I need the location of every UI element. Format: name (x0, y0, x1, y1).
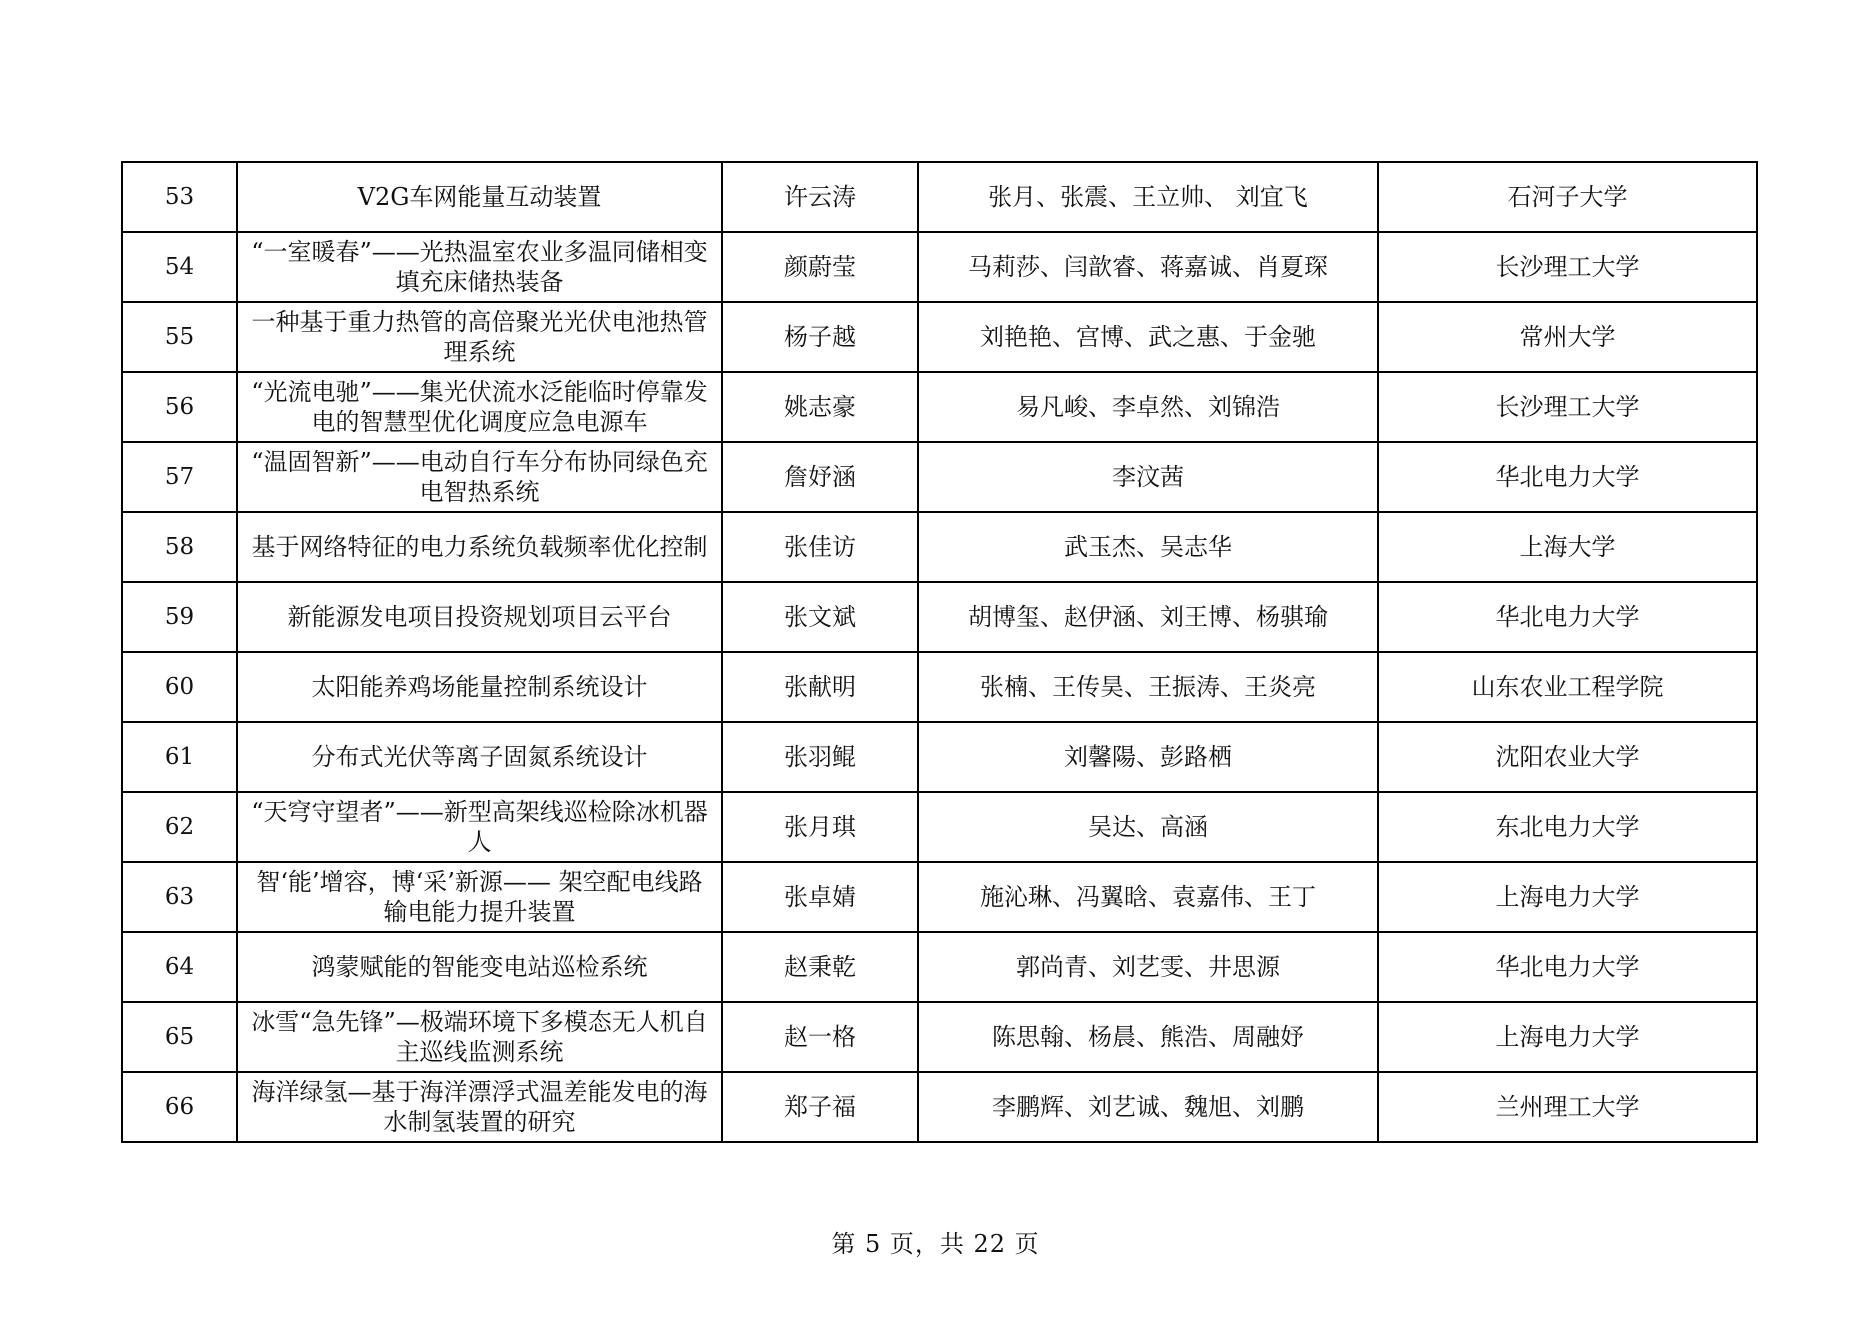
table-row (122, 1002, 1757, 1072)
project-name-cell: 智‘能’增容，博‘采’新源—— 架空配电线路输电能力提升装置 (237, 862, 722, 932)
row-number-cell: 64 (122, 932, 237, 1002)
table-row (122, 792, 1757, 862)
page-footer: 第 5 页，共 22 页 (831, 1230, 1040, 1258)
project-name-cell: V2G车网能量互动装置 (237, 162, 722, 232)
row-number-cell: 61 (122, 722, 237, 792)
school-cell: 上海电力大学 (1378, 862, 1757, 932)
leader-cell: 颜蔚莹 (722, 232, 918, 302)
project-name-cell: “一室暖春”——光热温室农业多温同储相变填充床储热装备 (237, 232, 722, 302)
table-row (122, 862, 1757, 932)
school-cell: 沈阳农业大学 (1378, 722, 1757, 792)
members-cell: 张楠、王传昊、王振涛、王炎亮 (918, 652, 1378, 722)
table-row (122, 1072, 1757, 1142)
table-row (122, 162, 1757, 232)
table-body (122, 162, 1757, 1142)
school-cell: 长沙理工大学 (1378, 372, 1757, 442)
table-row (122, 232, 1757, 302)
row-number-cell: 66 (122, 1072, 237, 1142)
row-number-cell: 57 (122, 442, 237, 512)
school-cell: 上海电力大学 (1378, 1002, 1757, 1072)
table-row (122, 372, 1757, 442)
school-cell: 长沙理工大学 (1378, 232, 1757, 302)
project-name-cell: “光流电驰”——集光伏流水泛能临时停靠发电的智慧型优化调度应急电源车 (237, 372, 722, 442)
project-name-cell: 冰雪“急先锋”—极端环境下多模态无人机自主巡线监测系统 (237, 1002, 722, 1072)
table-row (122, 442, 1757, 512)
members-cell: 李汶茜 (918, 442, 1378, 512)
project-name-cell: “天穹守望者”——新型高架线巡检除冰机器人 (237, 792, 722, 862)
school-cell: 山东农业工程学院 (1378, 652, 1757, 722)
school-cell: 华北电力大学 (1378, 932, 1757, 1002)
school-cell: 华北电力大学 (1378, 582, 1757, 652)
leader-cell: 张文斌 (722, 582, 918, 652)
members-cell: 武玉杰、吴志华 (918, 512, 1378, 582)
project-name-cell: 鸿蒙赋能的智能变电站巡检系统 (237, 932, 722, 1002)
row-number-cell: 60 (122, 652, 237, 722)
leader-cell: 张卓婧 (722, 862, 918, 932)
leader-cell: 许云涛 (722, 162, 918, 232)
leader-cell: 姚志豪 (722, 372, 918, 442)
school-cell: 东北电力大学 (1378, 792, 1757, 862)
award-table (121, 161, 1758, 1143)
row-number-cell: 58 (122, 512, 237, 582)
school-cell: 常州大学 (1378, 302, 1757, 372)
members-cell: 马莉莎、闫歆睿、蒋嘉诚、肖夏琛 (918, 232, 1378, 302)
leader-cell: 郑子福 (722, 1072, 918, 1142)
leader-cell: 张献明 (722, 652, 918, 722)
row-number-cell: 65 (122, 1002, 237, 1072)
row-number-cell: 56 (122, 372, 237, 442)
table-row (122, 302, 1757, 372)
project-name-cell: 分布式光伏等离子固氮系统设计 (237, 722, 722, 792)
school-cell: 华北电力大学 (1378, 442, 1757, 512)
members-cell: 李鹏辉、刘艺诚、魏旭、刘鹏 (918, 1072, 1378, 1142)
leader-cell: 杨子越 (722, 302, 918, 372)
row-number-cell: 63 (122, 862, 237, 932)
leader-cell: 张佳访 (722, 512, 918, 582)
project-name-cell: 海洋绿氢—基于海洋漂浮式温差能发电的海水制氢装置的研究 (237, 1072, 722, 1142)
row-number-cell: 62 (122, 792, 237, 862)
leader-cell: 赵一格 (722, 1002, 918, 1072)
table-row (122, 512, 1757, 582)
leader-cell: 张羽鲲 (722, 722, 918, 792)
table-row (122, 652, 1757, 722)
row-number-cell: 53 (122, 162, 237, 232)
members-cell: 刘馨陽、彭路栖 (918, 722, 1378, 792)
members-cell: 陈思翰、杨晨、熊浩、周融妤 (918, 1002, 1378, 1072)
members-cell: 施沁琳、冯翼晗、袁嘉伟、王丁 (918, 862, 1378, 932)
project-name-cell: 一种基于重力热管的高倍聚光光伏电池热管理系统 (237, 302, 722, 372)
members-cell: 郭尚青、刘艺雯、井思源 (918, 932, 1378, 1002)
leader-cell: 张月琪 (722, 792, 918, 862)
members-cell: 胡博玺、赵伊涵、刘王博、杨骐瑜 (918, 582, 1378, 652)
row-number-cell: 55 (122, 302, 237, 372)
table-row (122, 932, 1757, 1002)
project-name-cell: 基于网络特征的电力系统负载频率优化控制 (237, 512, 722, 582)
project-name-cell: 新能源发电项目投资规划项目云平台 (237, 582, 722, 652)
members-cell: 易凡峻、李卓然、刘锦浩 (918, 372, 1378, 442)
school-cell: 兰州理工大学 (1378, 1072, 1757, 1142)
leader-cell: 赵秉乾 (722, 932, 918, 1002)
row-number-cell: 59 (122, 582, 237, 652)
project-name-cell: 太阳能养鸡场能量控制系统设计 (237, 652, 722, 722)
project-name-cell: “温固智新”——电动自行车分布协同绿色充电智热系统 (237, 442, 722, 512)
row-number-cell: 54 (122, 232, 237, 302)
leader-cell: 詹妤涵 (722, 442, 918, 512)
table-row (122, 722, 1757, 792)
members-cell: 张月、张震、王立帅、 刘宜飞 (918, 162, 1378, 232)
table-row (122, 582, 1757, 652)
school-cell: 上海大学 (1378, 512, 1757, 582)
members-cell: 刘艳艳、宫博、武之惠、于金驰 (918, 302, 1378, 372)
members-cell: 吴达、高涵 (918, 792, 1378, 862)
school-cell: 石河子大学 (1378, 162, 1757, 232)
